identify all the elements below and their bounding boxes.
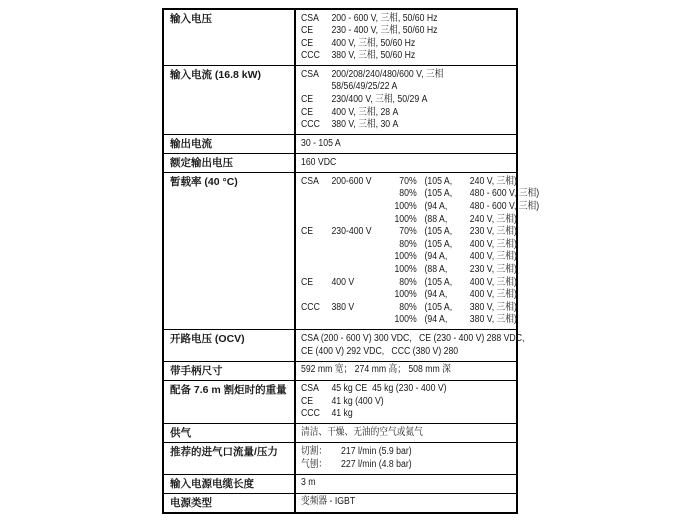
voltage-range: 400 V <box>331 276 355 288</box>
value-text: 230 - 400 V, 三相, 50/60 Hz <box>331 25 438 37</box>
row-rated-output-voltage <box>164 154 516 173</box>
cert-code: CSA <box>301 68 319 80</box>
value-line <box>301 13 514 26</box>
value-line <box>301 346 556 359</box>
spec-label: 输入电源电缆长度 <box>164 475 296 493</box>
spec-label: 推荐的进气口流量/压力 <box>164 443 296 473</box>
value-text: 240 V, 三相) <box>469 175 517 187</box>
duty-line <box>301 214 572 227</box>
voltage-range <box>331 201 387 214</box>
duty-line <box>301 251 572 264</box>
spec-table <box>162 8 540 514</box>
value-text: 30 - 105 A <box>301 137 341 149</box>
cert-code <box>301 251 331 264</box>
duty-percent: 100% <box>394 213 417 225</box>
value-line <box>301 157 514 170</box>
duty-line <box>301 201 572 214</box>
value-text: 230 V, 三相) <box>469 226 517 238</box>
amperage: (94 A, <box>424 289 448 301</box>
spec-label: 带手柄尺寸 <box>164 362 296 380</box>
value-line <box>301 38 514 51</box>
spec-label: 电源类型 <box>164 494 296 512</box>
duty-percent: 80% <box>399 188 417 200</box>
voltage-range: 230-400 V <box>331 226 372 238</box>
value-text: 240 V, 三相) <box>469 213 517 225</box>
row-input-cable-length <box>164 475 516 494</box>
cert-code: CE <box>301 25 314 37</box>
duty-percent: 100% <box>394 314 417 326</box>
amperage: (88 A, <box>424 264 448 275</box>
value-text: 227 l/min (4.8 bar) <box>341 458 412 470</box>
amperage: (88 A, <box>424 213 448 225</box>
value-text: 160 VDC <box>301 156 337 168</box>
cert-code: CCC <box>301 301 320 313</box>
spec-value <box>296 10 516 65</box>
value-text: CSA (200 - 600 V) 300 VDC, CE (230 - 400 V) 288 VDC, <box>301 332 525 344</box>
voltage-range <box>331 251 387 264</box>
value-text: 230 V, 三相) <box>469 264 517 275</box>
cert-code <box>301 314 331 327</box>
value-text: 380 V, 三相) <box>469 301 517 313</box>
voltage-range: 200-600 V <box>331 175 372 187</box>
spec-label: 额定输出电压 <box>164 154 296 172</box>
value-text: 380 V, 三相, 50/60 Hz <box>331 50 416 62</box>
duty-line <box>301 302 572 315</box>
value-text: 400 V, 三相, 28 A <box>331 106 399 118</box>
row-input-current <box>164 66 516 135</box>
cert-code: CE <box>301 94 314 106</box>
voltage-range <box>331 289 387 302</box>
value-line <box>301 107 514 120</box>
duty-line <box>301 289 572 302</box>
value-line <box>301 25 514 38</box>
duty-line <box>301 188 572 201</box>
cert-code: CSA <box>301 383 319 395</box>
spec-value <box>296 330 558 360</box>
amperage: (105 A, <box>424 238 453 250</box>
value-line <box>301 496 514 509</box>
value-line <box>301 477 514 490</box>
value-line <box>301 408 514 421</box>
value-text: 45 kg CE 45 kg (230 - 400 V) <box>331 383 447 395</box>
spec-value <box>296 135 516 153</box>
value-text: 变频器 - IGBT <box>301 496 356 508</box>
value-text: CE (400 V) 292 VDC, CCC (380 V) 280 <box>301 345 459 357</box>
value-text: 217 l/min (5.9 bar) <box>341 445 412 457</box>
cert-code <box>301 188 331 201</box>
row-open-circuit-voltage <box>164 330 525 361</box>
value-text: 3 m <box>301 477 316 489</box>
value-text: 清洁、干燥、无油的空气或氮气 <box>301 426 423 438</box>
voltage-range <box>331 188 387 201</box>
row-weight <box>164 381 516 425</box>
flow-mode-label: 气刨： <box>301 458 328 470</box>
row-output-current <box>164 135 516 154</box>
spec-value <box>296 475 516 493</box>
value-text: 480 - 600 V, 三相) <box>469 188 540 200</box>
voltage-range <box>331 314 387 327</box>
row-power-supply-type <box>164 494 516 512</box>
value-text: 592 mm 宽； 274 mm 高； 508 mm 深 <box>301 364 451 376</box>
spec-value <box>296 173 575 329</box>
cert-code: CSA <box>301 12 319 24</box>
cert-code: CE <box>301 226 314 238</box>
value-text: 400 V, 三相) <box>469 251 517 263</box>
value-text: 400 V, 三相) <box>469 238 517 250</box>
flow-mode-label: 切割： <box>301 445 328 457</box>
value-text: 41 kg (400 V) <box>331 395 384 407</box>
duty-percent: 80% <box>399 276 417 288</box>
value-line <box>301 364 514 377</box>
flow-line <box>301 459 514 472</box>
value-text: 230/400 V, 三相, 50/29 A <box>331 94 428 106</box>
value-line <box>301 427 514 440</box>
duty-line <box>301 314 572 327</box>
row-inlet-flow-pressure <box>164 443 516 474</box>
value-text: 41 kg <box>331 408 353 420</box>
duty-percent: 70% <box>399 175 417 187</box>
value-text: 400 V, 三相) <box>469 276 517 288</box>
spec-value <box>296 154 516 172</box>
value-line <box>301 50 514 63</box>
duty-line <box>301 264 572 277</box>
cert-code <box>301 289 331 302</box>
voltage-range <box>331 264 387 277</box>
duty-percent: 70% <box>399 226 417 238</box>
cert-code <box>301 239 331 252</box>
value-text: 400 V, 三相) <box>469 289 517 301</box>
value-text: 58/56/49/25/22 A <box>331 81 398 93</box>
cert-code <box>301 264 331 277</box>
row-input-voltage <box>164 10 516 66</box>
value-text: 400 V, 三相, 50/60 Hz <box>331 37 416 49</box>
value-line <box>301 138 514 151</box>
duty-percent: 100% <box>394 289 417 301</box>
amperage: (94 A, <box>424 251 448 263</box>
amperage: (105 A, <box>424 226 453 238</box>
spec-label: 输入电流 (16.8 kW) <box>164 66 296 134</box>
cert-code: CE <box>301 276 314 288</box>
value-text: 200/208/240/480/600 V, 三相 <box>331 68 444 80</box>
flow-line <box>301 446 514 459</box>
amperage: (105 A, <box>424 276 453 288</box>
spec-value <box>296 66 516 134</box>
amperage: (94 A, <box>424 201 448 213</box>
spec-label: 供气 <box>164 424 296 442</box>
amperage: (94 A, <box>424 314 448 326</box>
duty-percent: 100% <box>394 264 417 275</box>
spec-label: 开路电压 (OCV) <box>164 330 296 360</box>
duty-line <box>301 277 572 290</box>
duty-line <box>301 176 572 189</box>
value-line <box>301 81 514 94</box>
row-dimensions <box>164 362 516 381</box>
duty-percent: 80% <box>399 301 417 313</box>
value-line <box>301 396 514 409</box>
cert-code: CE <box>301 37 314 49</box>
cert-code: CCC <box>301 50 320 62</box>
cert-code: CCC <box>301 119 320 131</box>
spec-value <box>296 424 516 442</box>
spec-label: 暂载率 (40 °C) <box>164 173 296 329</box>
amperage: (105 A, <box>424 301 453 313</box>
spec-label: 配备 7.6 m 割炬时的重量 <box>164 381 296 424</box>
cert-code: CCC <box>301 408 320 420</box>
duty-percent: 100% <box>394 251 417 263</box>
cert-code <box>301 214 331 227</box>
row-duty-cycle <box>164 173 540 330</box>
row-gas-supply <box>164 424 516 443</box>
value-text: 380 V, 三相) <box>469 314 517 326</box>
cert-code: CE <box>301 395 314 407</box>
value-text: 480 - 600 V, 三相) <box>469 201 540 213</box>
value-text: 380 V, 三相, 30 A <box>331 119 399 131</box>
amperage: (105 A, <box>424 188 453 200</box>
voltage-range: 380 V <box>331 301 355 313</box>
cert-code: CSA <box>301 175 319 187</box>
cert-code <box>301 81 331 94</box>
amperage: (105 A, <box>424 175 453 187</box>
duty-percent: 100% <box>394 201 417 213</box>
value-line <box>301 94 514 107</box>
cert-code: CE <box>301 106 314 118</box>
spec-value <box>296 494 516 512</box>
spec-label: 输出电流 <box>164 135 296 153</box>
value-line <box>301 119 514 132</box>
cert-code <box>301 201 331 214</box>
spec-value <box>296 443 516 473</box>
value-line <box>301 383 514 396</box>
duty-line <box>301 226 572 239</box>
spec-label: 输入电压 <box>164 10 296 65</box>
value-line <box>301 333 556 346</box>
voltage-range <box>331 239 387 252</box>
value-line <box>301 69 514 82</box>
voltage-range <box>331 214 387 227</box>
spec-value <box>296 362 516 380</box>
spec-value <box>296 381 516 424</box>
duty-percent: 80% <box>399 238 417 250</box>
duty-line <box>301 239 572 252</box>
value-text: 200 - 600 V, 三相, 50/60 Hz <box>331 12 438 24</box>
